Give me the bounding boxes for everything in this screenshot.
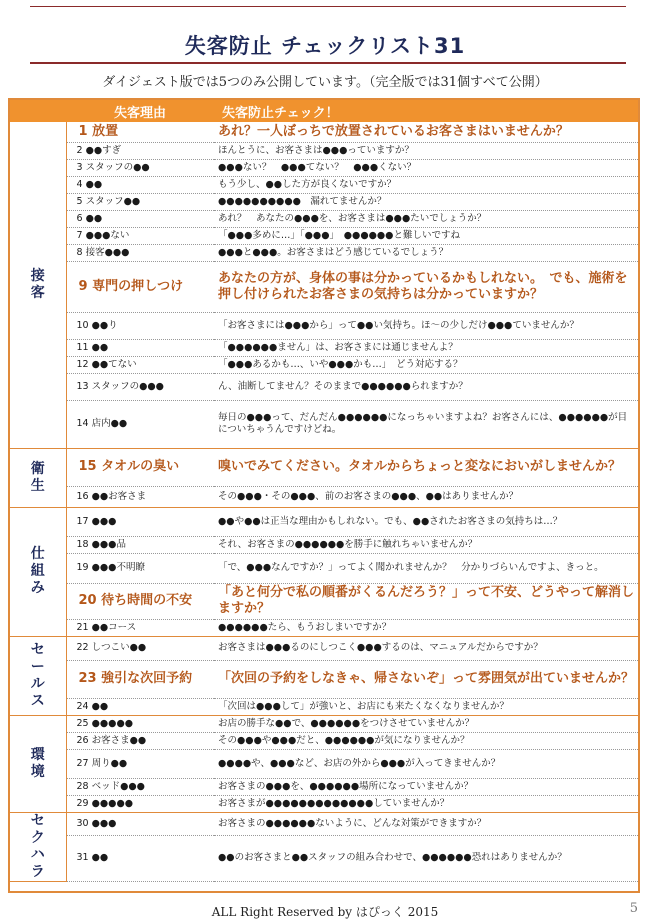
reason-cell: 7 ●●●ない — [66, 227, 214, 244]
check-cell: お客さまの●●●を、●●●●●●場所になっていませんか？ — [214, 778, 638, 795]
reason-cell: 8 接客●●● — [66, 244, 214, 261]
reason-cell: 4 ●● — [66, 176, 214, 193]
header-category — [10, 100, 66, 122]
table-row — [10, 486, 638, 507]
table-row — [10, 193, 638, 210]
table-row — [10, 373, 638, 400]
check-cell: あなたの方が、身体の事は分かっているかもしれない。 でも、施術を押し付けられたお客さまの気持ちは分かっていますか？ — [214, 261, 638, 312]
table-row — [10, 339, 638, 356]
check-cell: それ、お客さまの●●●●●●を勝手に触れちゃいませんか？ — [214, 536, 638, 553]
check-cell: ●●●●●●たら、もうおしまいですか？ — [214, 619, 638, 636]
table-row — [10, 732, 638, 749]
check-cell: もう少し、●●した方が良くないですか？ — [214, 176, 638, 193]
table-row — [10, 448, 638, 486]
check-cell: ●●●ない？ ●●●てない？ ●●●くない？ — [214, 159, 638, 176]
check-cell: 「お客さまには●●●から」って●●い気持ち。ほ～の少しだけ●●●ていませんか？ — [214, 312, 638, 339]
checklist-sheet — [8, 98, 640, 893]
page-title: 失客防止 チェックリスト31 — [184, 34, 466, 58]
table-header-row — [10, 100, 638, 122]
category-cell — [10, 507, 66, 636]
category-cell — [10, 636, 66, 715]
check-cell: 「次回の予約をしなきゃ、帰さないぞ」って雰囲気が出ていませんか？ — [214, 660, 638, 698]
reason-cell: 21 ●●コース — [66, 619, 214, 636]
reason-cell: 15 タオルの臭い — [66, 448, 214, 486]
reason-cell: 10 ●●り — [66, 312, 214, 339]
table-row — [10, 636, 638, 660]
category-label: セールス — [30, 641, 45, 709]
check-cell: ●●●●や、●●●など、お店の外から●●●が入ってきませんか？ — [214, 749, 638, 778]
check-cell: ほんとうに、お客さまは●●●っていますか？ — [214, 142, 638, 159]
check-cell: 「●●●●●●ません」は、お客さまには通じませんよ？ — [214, 339, 638, 356]
category-cell — [10, 122, 66, 448]
check-cell: その●●●や●●●だと、●●●●●●が気になりませんか？ — [214, 732, 638, 749]
reason-cell: 31 ●● — [66, 835, 214, 881]
reason-cell: 30 ●●● — [66, 812, 214, 835]
reason-cell: 17 ●●● — [66, 507, 214, 536]
check-cell: 「で、●●●なんですか？」ってよく聞かれませんか？ 分かりづらいんですよ、きっと。 — [214, 553, 638, 583]
reason-cell: 3 スタッフの●● — [66, 159, 214, 176]
check-cell: ●●●●●●●●●● 漏れてませんか？ — [214, 193, 638, 210]
check-cell: お店の勝手な●●で、●●●●●●をつけさせていませんか？ — [214, 715, 638, 732]
table-row — [10, 812, 638, 835]
check-cell: お客さまが●●●●●●●●●●●●●していませんか？ — [214, 795, 638, 812]
reason-cell: 28 ベッド●●● — [66, 778, 214, 795]
check-cell: ん、油断してません？そのままで●●●●●●られますか？ — [214, 373, 638, 400]
table-row — [10, 795, 638, 812]
table-row — [10, 244, 638, 261]
header-check: 失客防止チェック！ — [214, 100, 638, 122]
title-underline — [30, 62, 626, 64]
check-cell: あれ？一人ぼっちで放置されているお客さまはいませんか？ — [214, 122, 638, 142]
reason-cell: 2 ●●すぎ — [66, 142, 214, 159]
reason-cell: 18 ●●●品 — [66, 536, 214, 553]
table-row — [10, 176, 638, 193]
check-cell: ●●のお客さまと●●スタッフの組み合わせで、●●●●●●恐れはありませんか？ — [214, 835, 638, 881]
check-cell: お客さまは●●●るのにしつこく●●●するのは、マニュアルだからですか？ — [214, 636, 638, 660]
table-row — [10, 159, 638, 176]
reason-cell: 27 周り●● — [66, 749, 214, 778]
top-rule — [30, 6, 626, 7]
table-row — [10, 227, 638, 244]
check-cell: 毎日の●●●って、だんだん●●●●●●になっちゃいますよね？お客さんには、●●●●●●が目についちゃうんですけどね。 — [214, 400, 638, 448]
table-row — [10, 507, 638, 536]
category-label: 環境 — [30, 746, 45, 780]
table-row — [10, 210, 638, 227]
table-row — [10, 312, 638, 339]
check-cell: 「●●●多めに…」「●●●」 ●●●●●●と難しいですね — [214, 227, 638, 244]
reason-cell: 6 ●● — [66, 210, 214, 227]
reason-cell: 24 ●● — [66, 698, 214, 715]
table-row — [10, 778, 638, 795]
category-label: セクハラ — [30, 812, 45, 880]
table-row — [10, 619, 638, 636]
table-row — [10, 749, 638, 778]
table-row — [10, 122, 638, 142]
table-row — [10, 660, 638, 698]
reason-cell: 5 スタッフ●● — [66, 193, 214, 210]
table-row — [10, 536, 638, 553]
reason-cell: 13 スタッフの●●● — [66, 373, 214, 400]
reason-cell: 19 ●●●不明瞭 — [66, 553, 214, 583]
table-row — [10, 583, 638, 619]
check-cell: ●●や●●は正当な理由かもしれない。でも、●●されたお客さまの気持ちは…？ — [214, 507, 638, 536]
table-row — [10, 356, 638, 373]
reason-cell: 29 ●●●●● — [66, 795, 214, 812]
reason-cell: 26 お客さま●● — [66, 732, 214, 749]
category-cell — [10, 812, 66, 881]
check-cell: 「あと何分で私の順番がくるんだろう？」って不安、どうやって解消しますか？ — [214, 583, 638, 619]
reason-cell: 11 ●● — [66, 339, 214, 356]
check-cell: ●●●と●●●。お客さまはどう感じているでしょう？ — [214, 244, 638, 261]
check-cell: お客さまの●●●●●●ないように、どんな対策ができますか？ — [214, 812, 638, 835]
table-row — [10, 142, 638, 159]
category-label: 接客 — [30, 267, 45, 301]
table-row — [10, 698, 638, 715]
reason-cell: 9 専門の押しつけ — [66, 261, 214, 312]
category-label: 仕組み — [30, 546, 45, 596]
check-cell: あれ？ あなたの●●●を、お客さまは●●●たいでしょうか？ — [214, 210, 638, 227]
category-cell — [10, 715, 66, 812]
check-cell: 「次回は●●●して」が強いと、お店にも来たくなくなりませんか？ — [214, 698, 638, 715]
table-row — [10, 400, 638, 448]
table-row — [10, 835, 638, 881]
check-cell: 「●●●あるかも…、いや●●●かも…」 どう対応する？ — [214, 356, 638, 373]
reason-cell: 20 待ち時間の不安 — [66, 583, 214, 619]
category-cell — [10, 448, 66, 507]
page-number: 5 — [629, 901, 638, 916]
checklist-table — [10, 100, 638, 882]
page-subtitle: ダイジェスト版では5つのみ公開しています。（完全版では31個すべて公開） — [102, 75, 548, 90]
table-row — [10, 261, 638, 312]
reason-cell: 25 ●●●●● — [66, 715, 214, 732]
category-label: 衛生 — [30, 460, 45, 494]
checklist-body — [10, 122, 638, 881]
reason-cell: 12 ●●てない — [66, 356, 214, 373]
reason-cell: 16 ●●お客さま — [66, 486, 214, 507]
check-cell: その●●●・その●●●、前のお客さまの●●●、●●はありませんか？ — [214, 486, 638, 507]
table-row — [10, 715, 638, 732]
header-reason: 失客理由 — [66, 100, 214, 122]
reason-cell: 14 店内●● — [66, 400, 214, 448]
check-cell: 嗅いでみてください。タオルからちょっと変なにおいがしませんか？ — [214, 448, 638, 486]
table-row — [10, 553, 638, 583]
reason-cell: 23 強引な次回予約 — [66, 660, 214, 698]
reason-cell: 1 放置 — [66, 122, 214, 142]
footer-copyright: ALL Right Reserved by はぴっく 2015 — [211, 905, 439, 919]
reason-cell: 22 しつこい●● — [66, 636, 214, 660]
